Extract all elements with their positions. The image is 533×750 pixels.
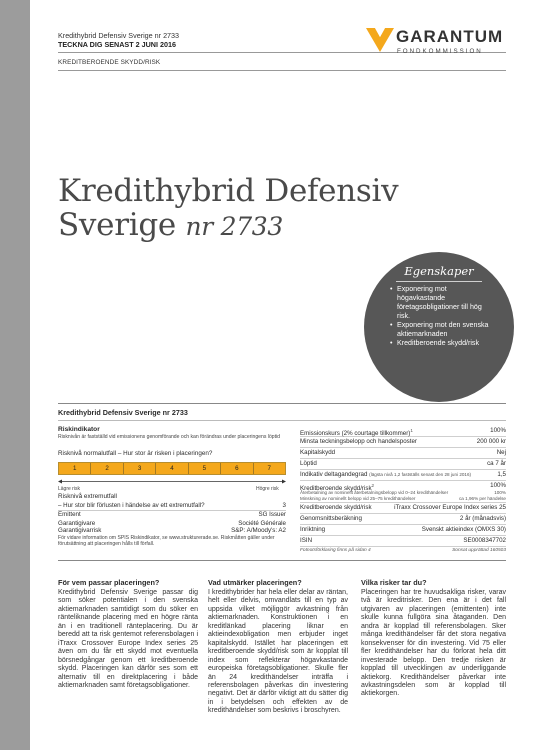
terms-label: Inriktning xyxy=(300,526,326,533)
logo-subtitle: FONDKOMMISSION xyxy=(397,48,483,55)
terms-label: Indikativ deltagandegrad xyxy=(300,471,368,478)
garantum-logo xyxy=(366,28,516,58)
terms-row xyxy=(300,459,506,470)
terms-footnote-mark: 2 xyxy=(371,483,375,488)
terms-value: ca 7 år xyxy=(487,460,506,467)
extreme-question-text: – Hur stor blir förlusten i händelse av ett extremutfall? xyxy=(58,502,205,509)
terms-label: ISIN xyxy=(300,537,313,544)
column-characteristics xyxy=(208,578,348,716)
rating-label: Garantigivarrisk xyxy=(58,527,102,534)
rating-value: S&P: A/Moody's: A2 xyxy=(231,527,286,534)
terms-row xyxy=(300,437,506,448)
features-circle xyxy=(364,252,514,402)
terms-label: Minsta teckningsbelopp och handelsposter xyxy=(300,438,417,445)
column-text: Kredithybrid Defensiv Sverige passar dig som söker potentialen i den svenska aktiemarknaden samtidigt som du söker en ränteliknande placering med en högre ränta än i en traditionell ränteplacering. Du är beredd att ta risk gentemot referensbolagen i iTraxx Crossover Europe Index series 25 även om du får ett skydd mot eventuella börsnedgångar genom ett kreditberoende skydd. Placeringen kan därför ses som ett alternativ till en direktplacering i både aktiemarknaden samt företagsobligationer. xyxy=(58,589,198,689)
feature-item: • Kreditberoende skydd/risk xyxy=(390,339,494,348)
terms-value: 200 000 kr xyxy=(476,438,506,445)
risk-scale-step: 7 xyxy=(254,463,285,474)
guarantor-label: Garantigivare xyxy=(58,520,96,527)
column-risks xyxy=(361,578,506,699)
terms-sub-label: Minskning av nominellt belopp vid 25–75 kredithändelser xyxy=(300,496,416,501)
terms-footnote-mark: 1 xyxy=(410,428,413,433)
summary-title: Kredithybrid Defensiv Sverige nr 2733 xyxy=(58,408,188,417)
terms-sub-value: ca 1,96% per händelse xyxy=(459,496,506,501)
logo-mark-icon xyxy=(366,28,394,54)
terms-value: 2 år (månadsvis) xyxy=(459,515,506,522)
guarantor-value: Société Générale xyxy=(238,520,286,527)
extreme-value: 3 xyxy=(282,502,286,509)
feature-item: • Exponering mot den svenska aktiemarknaden xyxy=(390,321,494,339)
terms-row xyxy=(300,503,506,514)
terms-value: iTraxx Crossover Europe Index series 25 xyxy=(394,504,506,511)
issuer-row xyxy=(58,511,286,518)
issuer-label: Emittent xyxy=(58,511,81,518)
logo-name: GARANTUM xyxy=(396,27,504,46)
terms-value: 100% xyxy=(490,427,506,434)
terms-row xyxy=(300,470,506,481)
risk-scale-step: 1 xyxy=(59,463,91,474)
header-product-line: Kredithybrid Defensiv Sverige nr 2733 xyxy=(58,31,180,40)
terms-footnote-right: Sonsat upprättad 160503 xyxy=(452,548,506,553)
feature-item: • Exponering mot högavkastande företagsobligationer till hög risk. xyxy=(390,285,494,321)
header-subscription-deadline: TECKNA DIG SENAST 2 JUNI 2016 xyxy=(58,40,176,49)
terms-small-note: (lägsta nivå 1,2 fastställs senast den 28 juni 2016) xyxy=(369,472,472,477)
title-line-2 xyxy=(58,208,398,244)
high-risk-label: Högre risk xyxy=(256,486,279,492)
risk-scale-step: 4 xyxy=(156,463,188,474)
terms-value: 100% xyxy=(490,482,506,489)
rating-row xyxy=(58,527,286,534)
terms-value: 1,5 xyxy=(497,471,506,478)
document-title xyxy=(58,174,398,244)
terms-label: Kreditberoende skydd/risk xyxy=(300,504,372,511)
terms-sub-label: Återbetalning av nominellt återbetalningsbelopp vid 0–24 kredithändelser xyxy=(300,490,449,495)
title-line-1: Kredithybrid Defensiv xyxy=(58,173,399,209)
summary-box xyxy=(58,403,506,561)
features-title: Egenskaper xyxy=(404,264,474,278)
extreme-heading: Risknivå extremutfall xyxy=(58,493,117,500)
risk-description: Risknivån är fastställd vid emissionens genomförande och kan förändras under placeringens löptid xyxy=(58,434,280,440)
terms-value: Nej xyxy=(496,449,506,456)
terms-row xyxy=(300,426,506,437)
terms-label: Löptid xyxy=(300,460,317,467)
column-heading: För vem passar placeringen? xyxy=(58,578,160,587)
terms-row xyxy=(300,481,506,503)
terms-footnote-left: Fotnotsförklaring finns på sidan 4 xyxy=(300,548,371,553)
terms-row xyxy=(300,536,506,547)
terms-label: Kapitalskydd xyxy=(300,449,336,456)
terms-sub-value: 100% xyxy=(494,490,506,495)
column-target-audience xyxy=(58,578,198,690)
terms-row xyxy=(300,525,506,536)
features-list xyxy=(390,285,494,348)
left-sidebar-band xyxy=(0,0,30,750)
guarantor-row xyxy=(58,520,286,527)
category-divider xyxy=(58,70,506,71)
risk-scale-step: 3 xyxy=(124,463,156,474)
risk-scale xyxy=(58,462,286,475)
terms-row xyxy=(300,514,506,525)
issuer-value: SG Issuer xyxy=(258,511,286,518)
title-word: Sverige xyxy=(58,207,176,243)
terms-label: Emissionskurs (2% courtage tillkommer) xyxy=(300,430,411,438)
risk-question: Risknivå normalutfall – Hur stor är risken i placeringen? xyxy=(58,450,213,457)
risk-scale-step: 5 xyxy=(189,463,221,474)
terms-value: SE0008347702 xyxy=(463,537,506,544)
terms-value: Svenskt aktieindex (OMXS 30) xyxy=(421,526,506,533)
terms-table xyxy=(300,426,506,547)
column-heading: Vilka risker tar du? xyxy=(361,578,427,587)
title-number: nr 2733 xyxy=(185,212,284,241)
summary-divider xyxy=(58,420,506,421)
risk-scale-step: 2 xyxy=(91,463,123,474)
terms-row xyxy=(300,448,506,459)
header-category: KREDITBEROENDE SKYDD/RISK xyxy=(58,59,161,66)
column-text: Placeringen har tre huvudsakliga risker, varav två är kreditrisker. Den ena är i det fall utgivaren av placeringen (emittenten) inte skulle kunna fullgöra sina åtaganden. Den andra är kopplad till referensbolagen. Sker många kredithändelser får det stora negativa konsekvenser för din investering. Vid 75 eller fler kredithändelser har du förlorat hela ditt investerade belopp. Den tredje risken är kopplad till utvecklingen av underliggande aktiekorg. Kredithändelser påverkar inte avkastningsdelen som är kopplad till aktiekorgen. xyxy=(361,589,506,698)
terms-label: Kreditberoende skydd/risk xyxy=(300,485,372,493)
low-risk-label: Lägre risk xyxy=(58,486,80,492)
fact-sheet-page xyxy=(30,0,533,750)
extreme-question xyxy=(58,502,286,509)
risk-heading: Riskindikator xyxy=(58,426,100,433)
column-heading: Vad utmärker placeringen? xyxy=(208,578,302,587)
terms-label: Genomsnittsberäkning xyxy=(300,515,362,522)
column-text: I kredithybrider har hela eller delar av räntan, helt eller delvis, omvandlats till en typ av uppsida vilket möjliggör avkastning från aktiemarknaden. Konstruktionen i en kreditlänkad placering liknar en aktieindexobligation men erbjuder inget kapitalskydd. Istället har placeringen ett kreditberoende skydd/risk som är kopplat till index som reflekterar högavkastande europeiska företagsobligationer. Skulle fler än 24 kredithändelser inträffa i referensbolagen påverkas din investering negativt. Det är därför viktigt att du sätter dig in i betydelsen och effekten av de kredithändelser som beskrivs i broschyren. xyxy=(208,589,348,715)
features-divider xyxy=(396,281,482,282)
risk-scale-step: 6 xyxy=(221,463,253,474)
risk-note: För vidare information om SPIS Riskindikator, se www.strukturerade.se. Riskmåtten gäller under förutsättning att placeringen hålls till förfall. xyxy=(58,535,275,548)
double-arrow-icon xyxy=(58,479,286,484)
